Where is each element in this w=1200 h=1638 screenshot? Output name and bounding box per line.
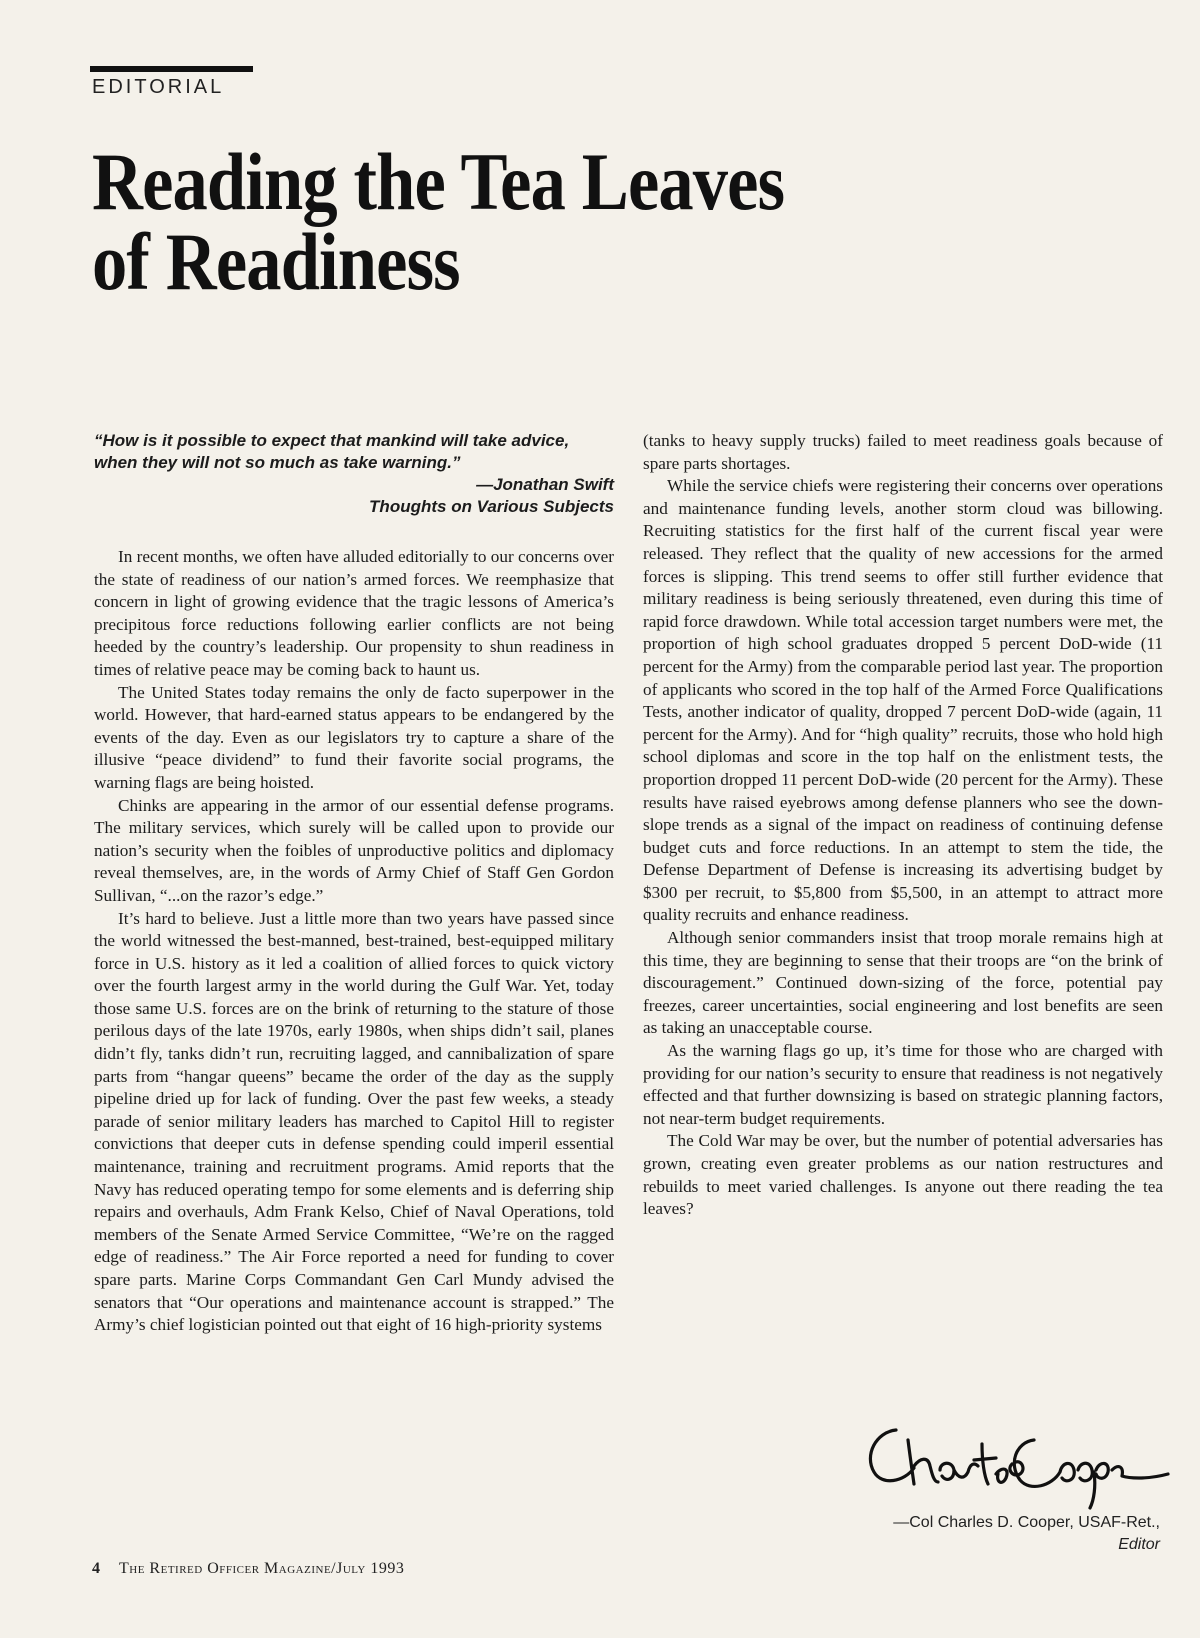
right-column [643, 430, 1163, 1221]
left-column [94, 430, 614, 1337]
body-paragraph: Although senior commanders insist that troop morale remains high at this time, they are beginning to sense that their troops are “on the brink of discouragement.” Continued down-sizing of the force, potential pay freezes, career uncertainties, social engineering and lost benefits are seen as taking an unacceptable course. [643, 928, 1163, 1038]
body-paragraph: Chinks are appearing in the armor of our essential defense programs. The military services, which surely will be called upon to provide our nation’s security when the foibles of unproductive politics and diplomacy reveal themselves, are, in the words of Army Chief of Staff Gen Gordon Sullivan, “...on the razor’s edge.” [94, 795, 614, 905]
page-footer [92, 1560, 404, 1578]
body-paragraph: It’s hard to believe. Just a little more than two years have passed since the world witnessed the best-manned, best-trained, best-equipped military force in U.S. history as it led a coalition of allied forces to quick victory over the fourth largest army in the world during the Gulf War. Yet, today those same U.S. forces are on the brink of returning to the stature of those perilous days of the late 1970s, early 1980s, when ships didn’t sail, planes didn’t fly, tanks didn’t run, recruiting lagged, and cannibalization of spare parts from “hangar queens” became the order of the day as the supply pipeline dried up for lack of funding. Over the past few weeks, a steady parade of senior military leaders has marched to Capitol Hill to register convictions that deeper cuts in defense spending could imperil essential maintenance, training and recruitment programs. Amid reports that the Navy has reduced operating tempo for some elements and is deferring ship repairs and overhauls, Adm Frank Kelso, Chief of Naval Operations, told members of the Senate Armed Service Committee, “We’re on the ragged edge of readiness.” The Air Force reported a need for funding to cover spare parts. Marine Corps Commandant Gen Carl Mundy advised the senators that “Our operations and maintenance account is strapped.” The Army’s chief logistician pointed out that eight of 16 high-priority systems [94, 908, 614, 1335]
editor-name: —Col Charles D. Cooper, USAF-Ret., [893, 1514, 1160, 1531]
body-paragraph: While the service chiefs were registering their concerns over operations and maintenance funding levels, another storm cloud was billowing. Recruiting statistics for the first half of the current fiscal year were released. They reflect that the quality of new accessions for the armed forces is slipping. This trend seems to offer still further evidence that military readiness is being seriously threatened, even during this time of rapid force drawdown. While total accession target numbers were met, the proportion of high school graduates dropped 5 percent DoD-wide (11 percent for the Army) from the comparable period last year. The proportion of applicants who scored in the top half of the Armed Force Qualifications Tests, another indicator of quality, dropped 7 percent DoD-wide (again, 11 percent for the Army). And for “high quality” recruits, those who hold high school diplomas and score in the top half on the enlistment tests, the proportion dropped 11 percent DoD-wide (20 percent for the Army). These results have raised eyebrows among defense planners who see the down-slope trends as a signal of the impact on readiness of continuing defense budget cuts and force reductions. In an attempt to stem the tide, the Defense Department of Defense is increasing its advertising budget by $300 per recruit, to $5,800 from $5,500, in an attempt to attract more quality recruits and enhance readiness. [643, 476, 1163, 925]
editor-signature [856, 1400, 1176, 1510]
editor-role: Editor [1118, 1536, 1160, 1553]
body-paragraph: (tanks to heavy supply trucks) failed to meet readiness goals because of spare parts shortages. [643, 431, 1163, 473]
publication-line: The Retired Officer Magazine/July 1993 [119, 1560, 405, 1577]
body-paragraph: As the warning flags go up, it’s time for those who are charged with providing for our nation’s security to ensure that readiness is not negatively effected and that further downsizing is based on strategic planning factors, not near-term budget requirements. [643, 1041, 1163, 1128]
epigraph [94, 430, 614, 518]
epigraph-source: Thoughts on Various Subjects [369, 497, 614, 516]
headline: Reading the Tea Leaves of Readiness [92, 136, 785, 307]
editor-credit [893, 1512, 1160, 1556]
body-paragraph: The United States today remains the only de facto superpower in the world. However, that hard-earned status appears to be endangered by the events of the day. Even as our legislators try to capture a share of the illusive “peace dividend” to fund their favorite social programs, the warning flags are being hoisted. [94, 682, 614, 792]
section-label: EDITORIAL [92, 76, 225, 98]
page-number: 4 [92, 1560, 101, 1577]
body-paragraph: The Cold War may be over, but the number of potential adversaries has grown, creating even greater problems as our nation restructures and rebuilds to meet varied challenges. Is anyone out there reading the tea leaves? [643, 1131, 1163, 1219]
epigraph-quote: “How is it possible to expect that mankind will take advice, when they will not so much as take warning.” [94, 431, 570, 472]
body-paragraph: In recent months, we often have alluded editorially to our concerns over the state of readiness of our nation’s armed forces. We reemphasize that concern in light of growing evidence that the tragic lessons of America’s precipitous force reductions following earlier conflicts are not being heeded by the country’s leadership. Our propensity to shun readiness in times of relative peace may be coming back to haunt us. [94, 547, 614, 679]
epigraph-author: —Jonathan Swift [476, 475, 614, 494]
section-rule [90, 66, 253, 72]
